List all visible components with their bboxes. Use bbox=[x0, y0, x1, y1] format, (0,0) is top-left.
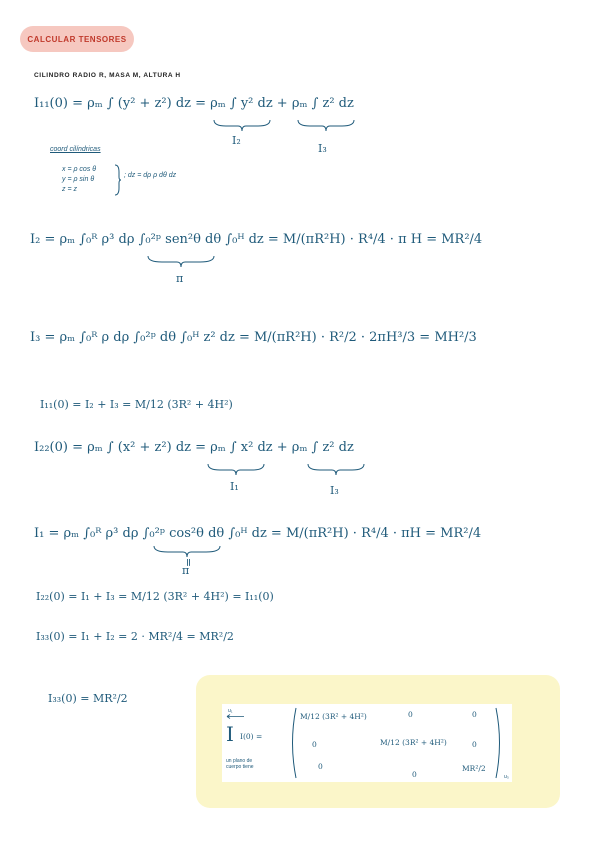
title-pill bbox=[20, 26, 134, 52]
tensor-label: I(0) = bbox=[240, 732, 263, 741]
basis-bottom-label: u₃ bbox=[504, 774, 509, 780]
i22-result: I₂₂(0) = I₁ + I₃ = M/12 (3R² + 4H²) = I₁₁(0) bbox=[36, 590, 274, 603]
side-note-1: un plano de bbox=[226, 758, 253, 764]
underbrace-i3-b bbox=[306, 462, 366, 476]
underbrace-pi-i1 bbox=[152, 544, 222, 558]
underbrace-pi-i1-label: π bbox=[182, 564, 190, 577]
coord-jacobian: ; dz = dρ ρ dθ dz bbox=[124, 172, 177, 179]
i3-equation: I₃ = ρₘ ∫₀ᴿ ρ dρ ∫₀²ᵖ dθ ∫₀ᴴ z² dz = M/(πR²H) · R²/2 · 2πH³/3 = MH²/3 bbox=[30, 330, 477, 345]
i33-equation: I₃₃(0) = I₁ + I₂ = 2 · MR²/4 = MR²/2 bbox=[36, 630, 234, 643]
i33-boxed-result: I₃₃(0) = MR²/2 bbox=[48, 692, 128, 705]
page-title: CALCULAR TENSORES bbox=[27, 34, 127, 44]
coord-title: coord cilíndricas bbox=[50, 146, 101, 153]
matrix-r1c3: 0 bbox=[472, 710, 477, 719]
underbrace-i1-label: I₁ bbox=[230, 480, 239, 493]
underbrace-i2-label: I₂ bbox=[232, 134, 241, 147]
tensor-symbol: I bbox=[226, 722, 234, 746]
i11-definition: I₁₁(0) = ρₘ ∫ (y² + z²) dz = ρₘ ∫ y² dz + ρₘ ∫ z² dz bbox=[34, 96, 354, 111]
underbrace-i3-label: I₃ bbox=[318, 142, 327, 155]
matrix-left-paren bbox=[288, 706, 298, 780]
basis-arrow bbox=[226, 714, 246, 719]
matrix-r3c3: MR²/2 bbox=[462, 764, 486, 773]
matrix-r2c1: 0 bbox=[312, 740, 317, 749]
underbrace-i3-b-label: I₃ bbox=[330, 484, 339, 497]
i11-result: I₁₁(0) = I₂ + I₃ = M/12 (3R² + 4H²) bbox=[40, 398, 233, 411]
coord-brace bbox=[114, 164, 122, 196]
underbrace-i3 bbox=[296, 118, 356, 132]
side-note-2: cuerpo tiene bbox=[226, 764, 254, 770]
underbrace-i2 bbox=[212, 118, 272, 132]
coord-x: x = ρ cos θ bbox=[62, 166, 97, 173]
underbrace-pi-i2 bbox=[146, 254, 216, 268]
matrix-right-paren bbox=[494, 706, 504, 780]
matrix-r2c2: M/12 (3R² + 4H²) bbox=[380, 738, 447, 747]
matrix-r1c2: 0 bbox=[408, 710, 413, 719]
underbrace-pi-i2-label: π bbox=[176, 272, 184, 285]
matrix-r1c1: M/12 (3R² + 4H²) bbox=[300, 712, 367, 721]
inertia-tensor-card bbox=[222, 704, 512, 782]
i2-equation: I₂ = ρₘ ∫₀ᴿ ρ³ dρ ∫₀²ᵖ sen²θ dθ ∫₀ᴴ dz = M/(πR²H) · R⁴/4 · π H = MR²/4 bbox=[30, 232, 483, 247]
underbrace-pi-i1-eq: = bbox=[182, 557, 196, 568]
coord-z: z = z bbox=[62, 186, 77, 193]
i1-equation: I₁ = ρₘ ∫₀ᴿ ρ³ dρ ∫₀²ᵖ cos²θ dθ ∫₀ᴴ dz = M/(πR²H) · R⁴/4 · πH = MR²/4 bbox=[34, 526, 482, 541]
problem-statement: CILINDRO RADIO R, MASA M, ALTURA H bbox=[34, 72, 181, 79]
basis-top-label: u₁ bbox=[228, 708, 233, 714]
underbrace-i1 bbox=[206, 462, 266, 476]
i22-definition: I₂₂(0) = ρₘ ∫ (x² + z²) dz = ρₘ ∫ x² dz + ρₘ ∫ z² dz bbox=[34, 440, 354, 455]
matrix-r3c2: 0 bbox=[412, 770, 417, 779]
matrix-r2c3: 0 bbox=[472, 740, 477, 749]
coord-y: y = ρ sin θ bbox=[62, 176, 95, 183]
matrix-r3c1: 0 bbox=[318, 762, 323, 771]
